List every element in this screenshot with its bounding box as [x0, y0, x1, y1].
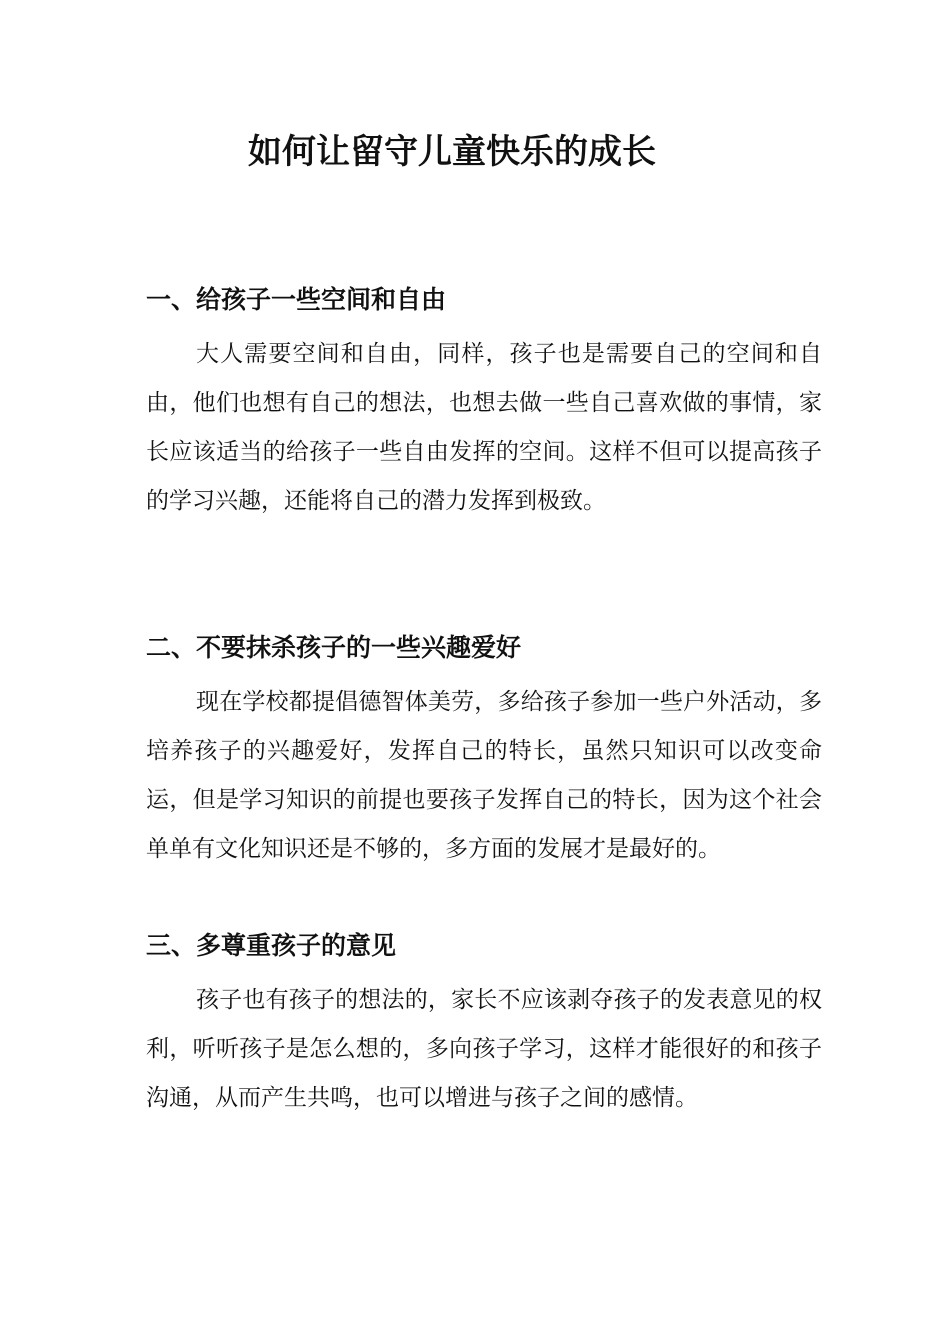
section-interests-hobbies — [146, 630, 822, 874]
section-paragraph: 大人需要空间和自由，同样，孩子也是需要自己的空间和自由，他们也想有自己的想法，也想去做一些自己喜欢做的事情，家长应该适当的给孩子一些自由发挥的空间。这样不但可以提高孩子的学习兴趣，还能将自己的潜力发挥到极致。 — [146, 341, 822, 514]
section-heading: 一、给孩子一些空间和自由 — [146, 285, 447, 314]
section-heading: 二、不要抹杀孩子的一些兴趣爱好 — [146, 633, 522, 662]
document-title: 如何让留守儿童快乐的成长 — [248, 132, 656, 172]
section-heading: 三、多尊重孩子的意见 — [146, 931, 397, 960]
section-paragraph: 孩子也有孩子的想法的，家长不应该剥夺孩子的发表意见的权利，听听孩子是怎么想的，多向孩子学习，这样才能很好的和孩子沟通，从而产生共鸣，也可以增进与孩子之间的感情。 — [146, 987, 822, 1111]
section-space-and-freedom — [146, 282, 822, 526]
section-respect-opinions — [146, 928, 822, 1123]
section-paragraph: 现在学校都提倡德智体美劳，多给孩子参加一些户外活动，多培养孩子的兴趣爱好，发挥自己的特长，虽然只知识可以改变命运，但是学习知识的前提也要孩子发挥自己的特长，因为这个社会单单有文化知识还是不够的，多方面的发展才是最好的。 — [146, 689, 822, 862]
